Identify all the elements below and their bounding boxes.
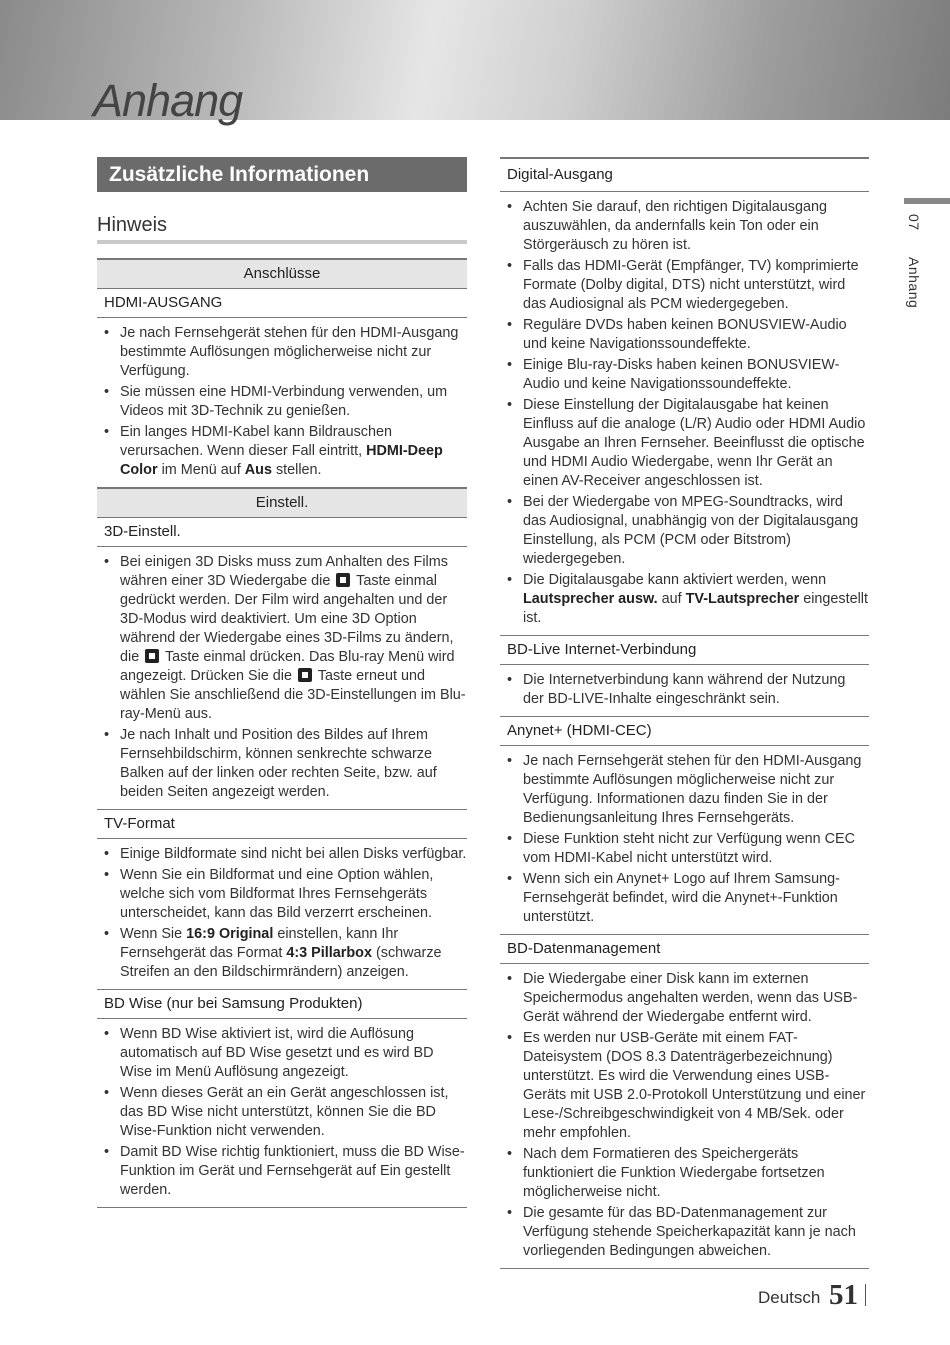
list-item xyxy=(97,553,467,724)
list-item: • Bei der Wiedergabe von MPEG-Soundtracks, wird das Audiosignal, unabhängig von der Digitalausgang Einstellung, als PCM (PCM oder Bitstrom) wiedergegeben. xyxy=(500,493,869,569)
list-item: • Die gesamte für das BD-Datenmanagement zur Verfügung stehende Speicherkapazität kann je nach vorliegenden Bedingungen abweichen. xyxy=(500,1204,869,1261)
footer-language: Deutsch xyxy=(758,1288,821,1307)
list-item: • Damit BD Wise richtig funktioniert, muss die BD Wise-Funktion im Gerät und Fernsehgerät auf Ein gestellt werden. xyxy=(97,1143,467,1200)
stop-key-icon xyxy=(298,668,312,682)
bdlive-list xyxy=(500,665,869,716)
subsection-bdwise-title: BD Wise (nur bei Samsung Produkten) xyxy=(97,989,467,1019)
3d-list xyxy=(97,547,467,809)
bold-term: Lautsprecher ausw. xyxy=(523,591,658,607)
list-item: • Wenn Sie ein Bildformat und eine Option wählen, welche sich vom Bildformat Ihres Fernsehgeräts unterscheidet, kann das Bild verzerrt erscheinen. xyxy=(97,866,467,923)
list-item: • Nach dem Formatieren des Speichergeräts funktioniert die Funktion Wiedergabe fortsetzen möglicherweise nicht. xyxy=(500,1145,869,1202)
text: auf xyxy=(661,591,682,607)
right-column xyxy=(500,157,869,1269)
list-item: • Es werden nur USB-Geräte mit einem FAT-Dateisystem (DOS 8.3 Datenträgerbezeichnung) unterstützt. Es wird die Verwendung eines USB-Geräts mit USB 2.0-Protokoll Unterstützung und einer Lese-/Schreibgeschwindigkeit von 4 MB/Sek. oder mehr empfohlen. xyxy=(500,1029,869,1143)
list-item: • Je nach Inhalt und Position des Bildes auf Ihrem Fernsehbildschirm, können senkrechte schwarze Balken auf der linken oder rechten Seite, bzw. auf beiden Seiten angezeigt werden. xyxy=(97,726,467,802)
list-item: • Die Internetverbindung kann während der Nutzung der BD-LIVE-Inhalte eingeschränkt sein. xyxy=(500,671,869,709)
hinweis-heading: Hinweis xyxy=(97,214,467,244)
text: eingestellt ist. xyxy=(523,591,869,626)
text: im Menü auf xyxy=(161,462,241,478)
chapter-label: Anhang xyxy=(906,256,922,309)
chapter-side-label xyxy=(906,214,922,330)
stop-key-icon xyxy=(336,573,350,587)
list-item xyxy=(97,423,467,480)
list-item: • Diese Funktion steht nicht zur Verfügung wenn CEC vom HDMI-Kabel nicht unterstützt wird. xyxy=(500,830,869,868)
text: einstellen, kann Ihr Fernsehgerät das Format xyxy=(120,926,399,961)
footer-divider xyxy=(865,1284,866,1306)
left-column xyxy=(97,157,467,1208)
group-einstell: Einstell. xyxy=(97,487,467,517)
bold-term: TV-Lautsprecher xyxy=(685,591,800,607)
bold-term: HDMI-Deep Color xyxy=(120,443,443,478)
subsection-tv-title: TV-Format xyxy=(97,809,467,839)
bold-term: 16:9 Original xyxy=(186,926,274,942)
list-item: • Wenn sich ein Anynet+ Logo auf Ihrem Samsung-Fernsehgerät befindet, wird die Anynet+-Funktion unterstützt. xyxy=(500,870,869,927)
list-item: • Einige Bildformate sind nicht bei allen Disks verfügbar. xyxy=(97,845,467,864)
hdmi-list xyxy=(97,318,467,487)
bdwise-list xyxy=(97,1019,467,1207)
list-item: • Je nach Fernsehgerät stehen für den HDMI-Ausgang bestimmte Auflösungen möglicherweise nicht zur Verfügung. xyxy=(97,324,467,381)
chapter-tab-marker xyxy=(904,198,950,204)
list-item: • Achten Sie darauf, den richtigen Digitalausgang auszuwählen, da andernfalls kein Ton oder ein Störgeräusch zu hören ist. xyxy=(500,198,869,255)
list-item: • Wenn BD Wise aktiviert ist, wird die Auflösung automatisch auf BD Wise gesetzt und es wird BD Wise im Menü Auflösung angezeigt. xyxy=(97,1025,467,1082)
text: Taste einmal drücken. Das Blu-ray Menü wird angezeigt. Drücken Sie die xyxy=(120,649,455,684)
text: Bei einigen 3D Disks muss zum Anhalten des Films währen einer 3D Wiedergabe die xyxy=(120,554,448,589)
section-title: Zusätzliche Informationen xyxy=(97,157,467,192)
subsection-3d-title: 3D-Einstell. xyxy=(97,517,467,547)
section-end-rule xyxy=(97,1207,467,1208)
bold-term: Aus xyxy=(244,462,272,478)
anynet-list xyxy=(500,746,869,934)
tv-list xyxy=(97,839,467,989)
chapter-title: Anhang xyxy=(93,75,243,126)
subsection-digital-title: Digital-Ausgang xyxy=(500,157,869,192)
group-anschluesse: Anschlüsse xyxy=(97,258,467,288)
list-item: • Diese Einstellung der Digitalausgabe hat keinen Einfluss auf die analoge (L/R) Audio oder HDMI Audio Ausgabe an Ihren Fernseher. Beeinflusst die optische und HDMI Audio Wiedergabe, wenn Ihr Gerät an einen AV-Receiver angeschlossen ist. xyxy=(500,396,869,491)
section-end-rule xyxy=(500,1268,869,1269)
list-item xyxy=(97,925,467,982)
bold-term: 4:3 Pillarbox xyxy=(286,945,372,961)
text: Taste einmal gedrückt werden. Der Film wird angehalten und der 3D-Modus wird deaktiviert. Um eine 3D Option während der Wiedergabe eines 3D-Films zu ändern, die xyxy=(120,573,454,665)
text: Ein langes HDMI-Kabel kann Bildrauschen verursachen. Wenn dieser Fall eintritt, xyxy=(120,424,392,459)
list-item: • Sie müssen eine HDMI-Verbindung verwenden, um Videos mit 3D-Technik zu genießen. xyxy=(97,383,467,421)
text: Taste erneut und wählen Sie anschließend die 3D-Einstellungen im Blu-ray-Menü aus. xyxy=(120,668,466,722)
page-number: 51 xyxy=(829,1279,858,1311)
subsection-anynet-title: Anynet+ (HDMI-CEC) xyxy=(500,716,869,746)
subsection-bdlive-title: BD-Live Internet-Verbindung xyxy=(500,635,869,665)
list-item: • Einige Blu-ray-Disks haben keinen BONUSVIEW-Audio und keine Navigationssoundeffekte. xyxy=(500,356,869,394)
chapter-number: 07 xyxy=(906,214,922,231)
list-item: • Je nach Fernsehgerät stehen für den HDMI-Ausgang bestimmte Auflösungen möglicherweise nicht zur Verfügung. Informationen dazu finden Sie in der Bedienungsanleitung Ihres Fernsehgeräts. xyxy=(500,752,869,828)
list-item: • Reguläre DVDs haben keinen BONUSVIEW-Audio und keine Navigationssoundeffekte. xyxy=(500,316,869,354)
text: (schwarze Streifen an den Bildschirmrändern) anzeigen. xyxy=(120,945,442,980)
text: Wenn Sie xyxy=(120,926,183,942)
text: stellen. xyxy=(275,462,322,478)
subsection-hdmi-title: HDMI-AUSGANG xyxy=(97,288,467,318)
text: Die Digitalausgabe kann aktiviert werden, wenn xyxy=(523,572,827,588)
list-item: • Wenn dieses Gerät an ein Gerät angeschlossen ist, das BD Wise nicht unterstützt, können Sie die BD Wise-Funktion nicht verwenden. xyxy=(97,1084,467,1141)
list-item: • Die Wiedergabe einer Disk kann im externen Speichermodus angehalten werden, wenn das USB-Gerät während der Wiedergabe entfernt wird. xyxy=(500,970,869,1027)
subsection-bddata-title: BD-Datenmanagement xyxy=(500,934,869,964)
digital-list xyxy=(500,192,869,635)
list-item xyxy=(500,571,869,628)
list-item: • Falls das HDMI-Gerät (Empfänger, TV) komprimierte Formate (Dolby digital, DTS) nicht unterstützt, wird das Audiosignal als PCM wiedergegeben. xyxy=(500,257,869,314)
bddata-list xyxy=(500,964,869,1268)
stop-key-icon xyxy=(145,649,159,663)
